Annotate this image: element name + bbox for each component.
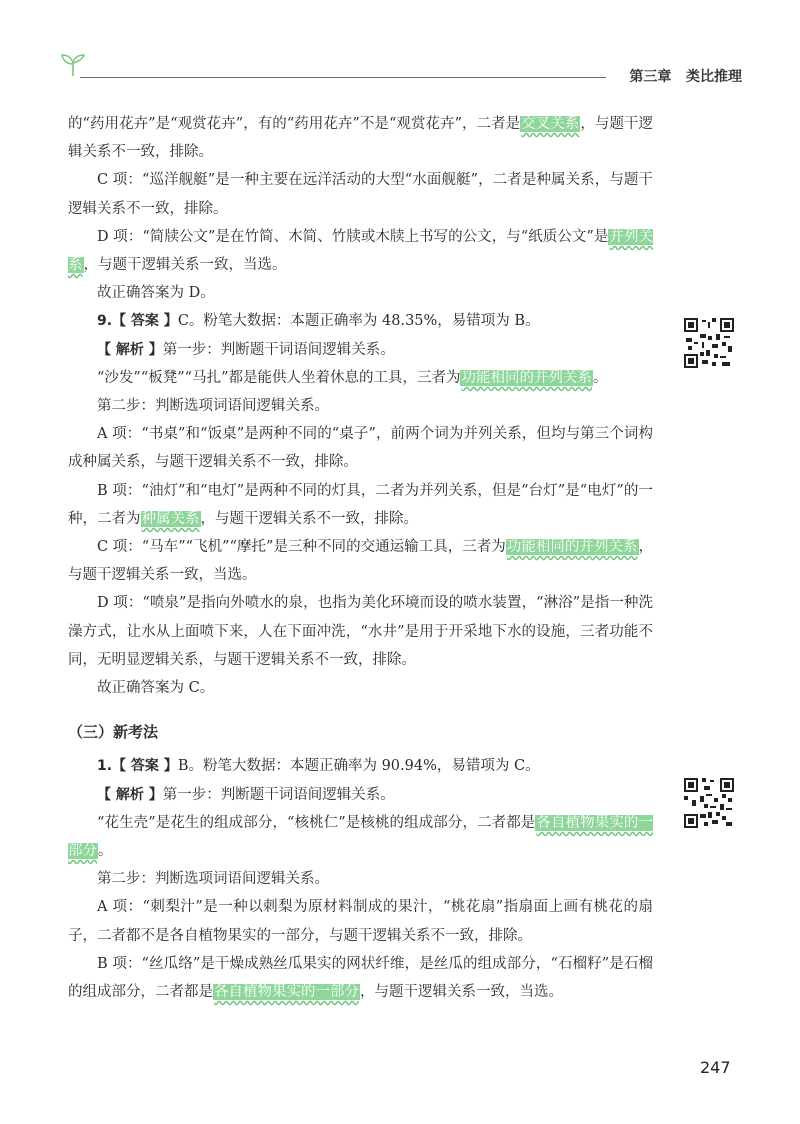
answer-line: 1.【 答案 】B。粉笔大数据：本题正确率为 90.94%，易错项为 C。 xyxy=(97,758,540,775)
paragraph: B 项：“油灯”和“电灯”是两种不同的灯具，二者为并列关系，但是“台灯”是“电灯”的一种，二者为种属关系，与题干逻辑关系不一致，排除。 xyxy=(68,482,653,527)
highlight: 交叉关系 xyxy=(521,116,580,132)
paragraph: 第二步：判断选项词语间逻辑关系。 xyxy=(97,398,329,415)
section-heading: （三）新考法 xyxy=(68,723,159,742)
highlight: 种属关系 xyxy=(141,510,200,527)
highlight: 功能相同的并列关系 xyxy=(461,369,592,386)
paragraph: “花生壳”是花生的组成部分，“核桃仁”是核桃的组成部分，二者都是各自植物果实的一部分。 xyxy=(68,814,654,860)
paragraph: D 项：“喷泉”是指向外喷水的泉，也指为美化环境而设的喷水装置，“淋浴”是指一种洗澡方式，让水从上面喷下来，人在下面冲洗，“水井”是用于开采地下水的设施，三者功能不同，无明显逻辑关系，与题干逻辑关系不一致，排除。 xyxy=(68,595,653,668)
paragraph: 的“药用花卉”是“观赏花卉”，有的“药用花卉”不是“观赏花卉”，二者是交叉关系，与题干逻辑关系不一致，排除。 xyxy=(68,116,654,161)
chapter-title xyxy=(606,66,742,86)
highlight: 并列关系 xyxy=(68,228,654,274)
highlight: 各自植物果实的一部分 xyxy=(214,984,359,1001)
analysis-line: 【 解析 】第一步：判断题干词语间逻辑关系。 xyxy=(97,341,395,358)
answer-line: 9.【 答案 】C。粉笔大数据：本题正确率为 48.35%，易错项为 B。 xyxy=(97,313,540,330)
paragraph: C 项：“马车”“飞机”“摩托”是三种不同的交通运输工具，三者为功能相同的并列关系，与题干逻辑关系一致，当选。 xyxy=(68,539,654,584)
page-number: 247 xyxy=(700,1058,731,1077)
paragraph: 第二步：判断选项词语间逻辑关系。 xyxy=(97,871,329,888)
chapter-name: 类比推理 xyxy=(686,69,742,85)
highlight: 功能相同的并列关系 xyxy=(506,539,638,556)
paragraph: C 项：“巡洋舰艇”是一种主要在远洋活动的大型“水面舰艇”，二者是种属关系，与题干逻辑关系不一致，排除。 xyxy=(68,172,653,217)
qr-code-icon[interactable] xyxy=(684,778,734,828)
qr-code-icon[interactable] xyxy=(684,318,734,368)
page-header xyxy=(58,52,742,92)
chapter-number: 第三章 xyxy=(629,69,672,85)
paragraph: 故正确答案为 C。 xyxy=(97,680,215,697)
paragraph: “沙发”“板凳”“马扎”都是能供人坐着休息的工具，三者为功能相同的并列关系。 xyxy=(97,369,608,386)
paragraph: A 项：“书桌”和“饭桌”是两种不同的“桌子”，前两个词为并列关系，但均与第三个词构成种属关系，与题干逻辑关系不一致，排除。 xyxy=(68,426,653,471)
header-rule xyxy=(80,77,652,78)
paragraph: B 项：“丝瓜络”是干燥成熟丝瓜果实的网状纤维，是丝瓜的组成部分，“石榴籽”是石榴的组成部分，二者都是各自植物果实的一部分，与题干逻辑关系一致，当选。 xyxy=(68,955,653,1001)
paragraph: A 项：“刺梨汁”是一种以刺梨为原材料制成的果汁，“桃花扇”指扇面上画有桃花的扇子，二者都不是各自植物果实的一部分，与题干逻辑关系不一致，排除。 xyxy=(68,899,653,944)
page-content xyxy=(68,110,653,1006)
paragraph: D 项：“简牍公文”是在竹简、木简、竹牍或木牍上书写的公文，与“纸质公文”是并列关系，与题干逻辑关系一致，当选。 xyxy=(68,228,654,274)
highlight: 各自植物果实的一部分 xyxy=(68,814,654,860)
sprout-icon xyxy=(60,52,86,78)
analysis-line: 【 解析 】第一步：判断题干词语间逻辑关系。 xyxy=(97,786,395,803)
paragraph: 故正确答案为 D。 xyxy=(97,285,215,302)
